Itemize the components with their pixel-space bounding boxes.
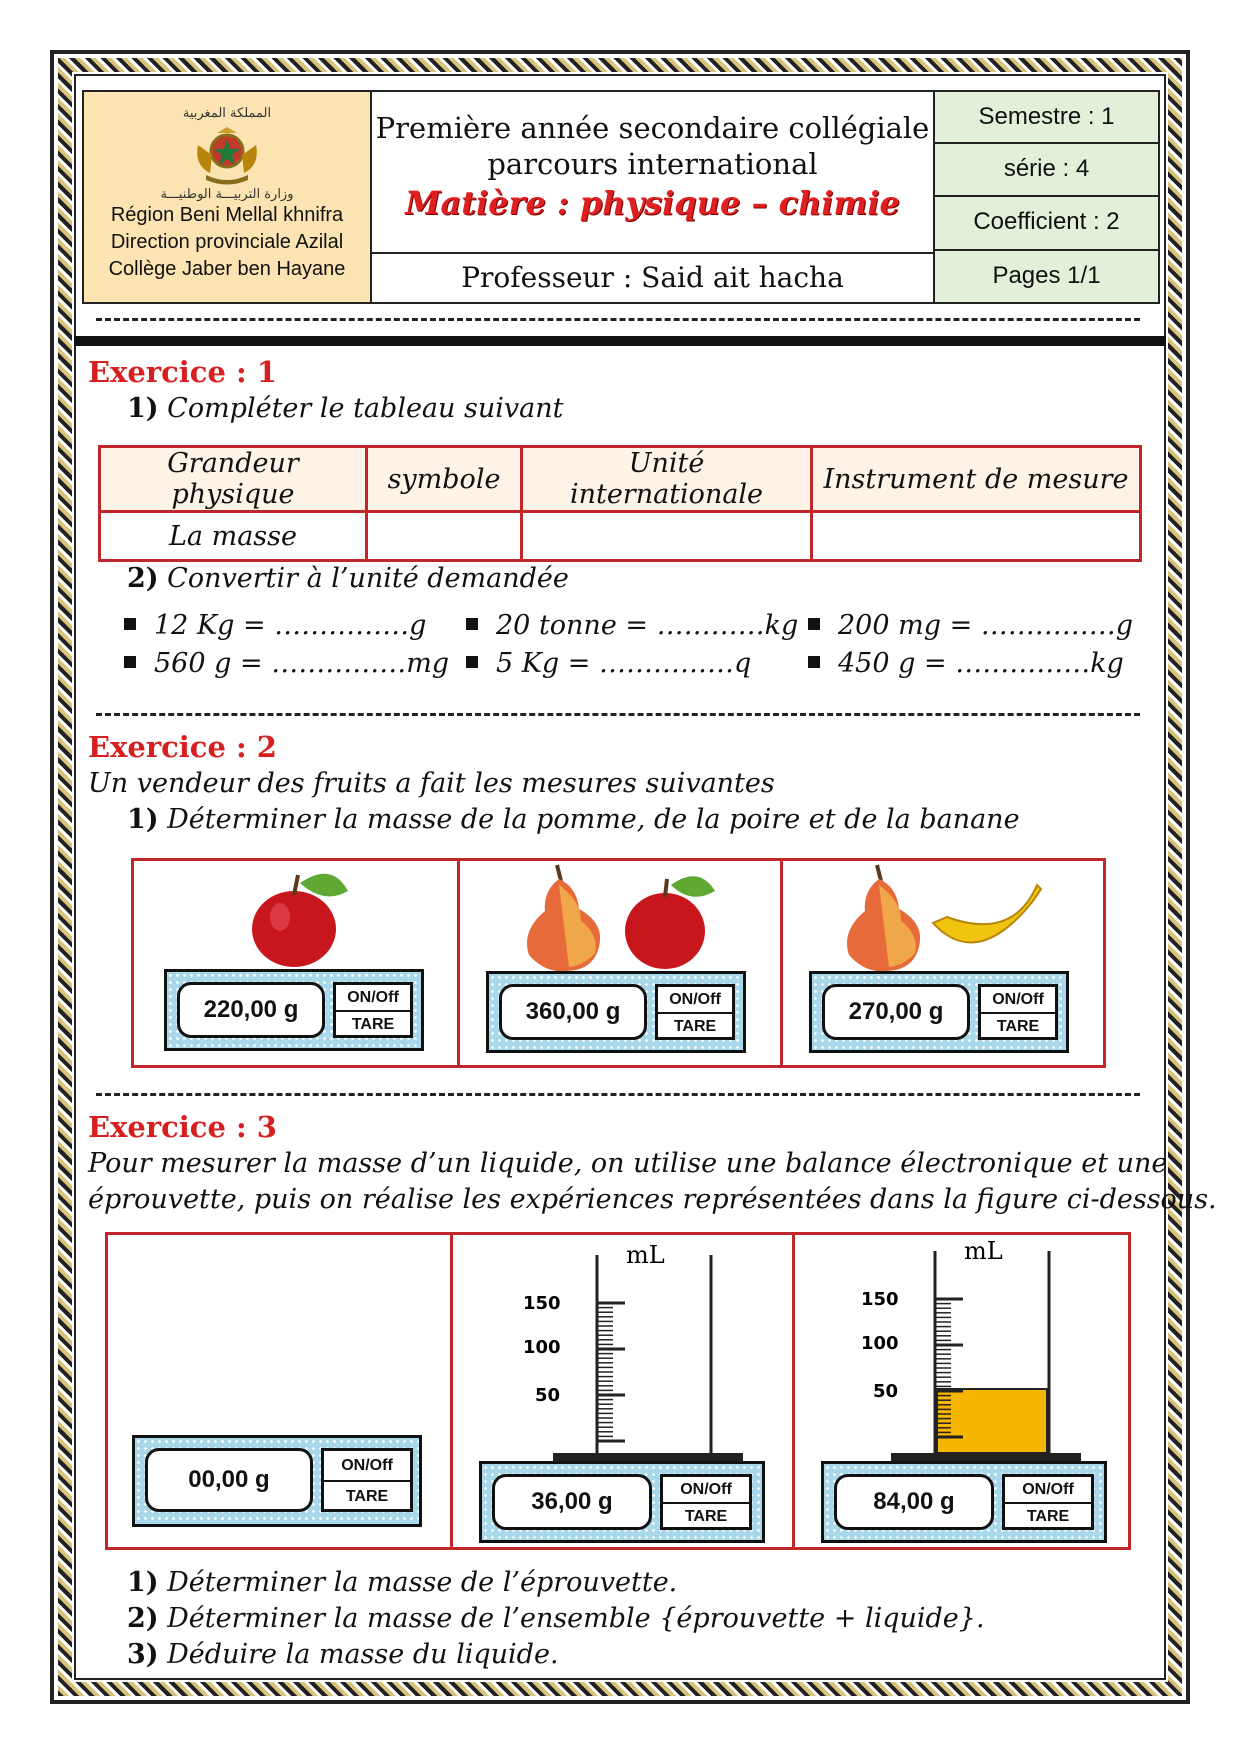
tare-button: TARE [673,1018,717,1035]
scale-panel-pear-banana [780,861,1106,1065]
bullet-icon [124,618,136,630]
onoff-button: ON/Off [981,987,1055,1014]
table-cell-blank[interactable] [812,512,1141,561]
kingdom-arabic: المملكة المغربية [182,106,272,121]
ex3-q1 [127,1567,677,1598]
onoff-button: ON/Off [336,985,410,1012]
scale-panel-empty [108,1235,450,1547]
tick-label: 150 [861,1289,899,1310]
balance-display: 00,00 g [145,1448,313,1512]
ex3-title: Exercice : 3 [88,1110,277,1144]
bullet-icon [808,656,820,668]
scale-panel-cylinder-empty [450,1235,795,1547]
thick-separator [74,336,1166,346]
pear-apple-icon [515,861,725,973]
ex1-title: Exercice : 1 [88,355,277,389]
ex3-q2-text: Déterminer la masse de l’ensemble {éprouvette + liquide}. [167,1603,985,1634]
balance [164,969,424,1051]
balance-display: 220,00 g [177,982,325,1038]
level: Première année secondaire collégiale [375,111,930,145]
ex1-q2-text: Convertir à l’unité demandée [167,563,569,594]
ex3-q3 [127,1639,559,1670]
balance-display: 36,00 g [492,1474,652,1530]
ex1-q2 [127,563,569,594]
ex3-q3-text: Déduire la masse du liquide. [167,1639,559,1670]
tare-button: TARE [684,1508,728,1525]
balance-buttons [321,1448,413,1512]
ministry-arabic: وزارة التربيـــة الوطنيـــة [160,187,294,202]
conversion-item [466,648,751,679]
conversion-text: 560 g = ……………mg [154,648,450,679]
balance [486,971,746,1053]
table-cell-blank[interactable] [522,512,812,561]
graduated-cylinder-liquid-icon [851,1235,1081,1461]
balance-buttons [655,984,735,1040]
tick-label: 100 [523,1337,561,1358]
series: série : 4 [935,144,1160,198]
ex3-q1-text: Déterminer la masse de l’éprouvette. [167,1567,678,1598]
course-box [372,90,935,254]
conversion-item [808,648,1124,679]
balance [821,1461,1107,1543]
separator [96,713,1140,716]
ex2-q1-text: Déterminer la masse de la pomme, de la poire et de la banane [167,804,1020,835]
balance-display: 84,00 g [834,1474,994,1530]
scale-panel-apple [134,861,457,1065]
separator [96,318,1140,321]
table-header: symbole [367,447,522,512]
conversion-text: 20 tonne = …………kg [496,610,799,641]
ex1-q1 [127,393,563,424]
moroccan-emblem-icon [192,125,262,185]
balance-display: 270,00 g [822,984,970,1040]
college: Collège Jaber ben Hayane [108,258,346,280]
ex2-intro: Un vendeur des fruits a fait les mesures suivantes [88,768,775,799]
balance-buttons [978,984,1058,1040]
conversion-item [124,610,426,641]
semester: Semestre : 1 [935,90,1160,144]
ex2-q1 [127,804,1020,835]
cylinder-ticks [597,1303,625,1441]
ex3-intro-line1: Pour mesurer la masse d’un liquide, on utilise une balance électronique et une [88,1148,1168,1179]
onoff-button: ON/Off [663,1477,749,1504]
onoff-button: ON/Off [1005,1477,1091,1504]
tick-label: 50 [535,1385,561,1406]
table-header: Unité internationale [522,447,812,512]
region: Région Beni Mellal khnifra [110,204,344,226]
bullet-icon [808,618,820,630]
conversion-item [466,610,798,641]
balance-display: 360,00 g [499,984,647,1040]
scale-panel-pear-apple [457,861,783,1065]
ex1-q2-num: 2) [127,563,159,594]
ex3-q1-num: 1) [127,1567,159,1598]
onoff-button: ON/Off [324,1451,410,1482]
ex3-q2-num: 2) [127,1603,159,1634]
ex2-title: Exercice : 2 [88,730,277,764]
ex3-figure [105,1232,1131,1550]
ex1-q1-num: 1) [127,393,159,424]
cylinder-unit: mL [626,1241,665,1269]
balance-buttons [1002,1474,1094,1530]
pages: Pages 1/1 [935,251,1160,305]
table-header: Instrument de mesure [812,447,1141,512]
conversion-text: 12 Kg = ……………g [154,610,427,641]
ex3-q3-num: 3) [127,1639,159,1670]
onoff-button: ON/Off [658,987,732,1014]
conversion-text: 200 mg = ……………g [838,610,1134,641]
coefficient: Coefficient : 2 [935,197,1160,251]
table-cell-blank[interactable] [367,512,522,561]
ex1-table [98,445,1142,562]
header [82,90,1160,304]
balance-buttons [333,982,413,1038]
direction: Direction provinciale Azilal [110,231,344,253]
ex1-q1-text: Compléter le tableau suivant [167,393,564,424]
ex3-intro-line2: éprouvette, puis on réalise les expériences représentées dans la figure ci-dessous. [88,1184,1217,1215]
tare-button: TARE [996,1018,1040,1035]
apple-icon [244,861,374,971]
balance-buttons [660,1474,752,1530]
bullet-icon [466,656,478,668]
tare-button: TARE [351,1016,395,1033]
track: parcours international [487,147,818,181]
balance [132,1435,422,1527]
tare-button: TARE [345,1488,389,1505]
bullet-icon [124,656,136,668]
institution-box [82,90,372,304]
conversion-text: 5 Kg = ……………q [496,648,752,679]
scale-panel-cylinder-liquid [792,1235,1131,1547]
graduated-cylinder-icon [513,1235,743,1461]
meta-box [935,90,1160,304]
ex2-q1-num: 1) [127,804,159,835]
balance [479,1461,765,1543]
separator [96,1093,1140,1096]
balance [809,971,1069,1053]
tick-label: 50 [873,1381,899,1402]
tick-label: 150 [523,1293,561,1314]
tare-button: TARE [1026,1508,1070,1525]
table-cell: La masse [100,512,367,561]
liquid [937,1389,1047,1453]
subject-title: Matière : physique – chimie [405,184,900,222]
pear-banana-icon [837,861,1047,973]
bullet-icon [466,618,478,630]
table-header: Grandeur physique [100,447,367,512]
ex2-figure [131,858,1106,1068]
tick-label: 100 [861,1333,899,1354]
teacher: Professeur : Said ait hacha [372,254,935,304]
cylinder-unit: mL [964,1237,1003,1265]
conversion-item [808,610,1133,641]
conversion-item [124,648,449,679]
ex3-q2 [127,1603,985,1634]
conversion-text: 450 g = ……………kg [838,648,1124,679]
